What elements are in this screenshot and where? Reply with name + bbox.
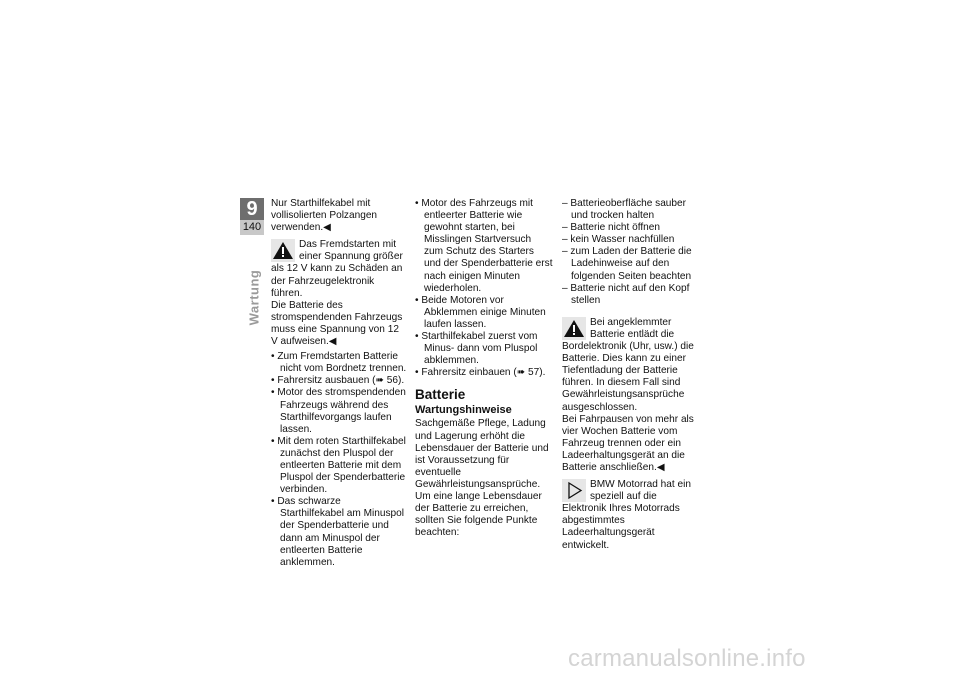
subsection-heading: Wartungshinweise [415, 404, 512, 417]
list-item: • Motor des stromspendenden Fahrzeugs während des Starthilfevorgangs laufen lassen. [271, 387, 406, 435]
warning-text: Bei angeklemmter Batterie entlädt die Bordelektronik (Uhr, usw.) die Batterie. Dies kann zu einer Tiefentladung der Batterie führen. In diesem Fall sind Gewährleistungsansprüche ausgeschlossen. [562, 316, 694, 413]
warning-text: Das Fremdstarten mit einer Spannung größer als 12 V kann zu Schäden an der Fahrzeugelektronik führen. [271, 239, 403, 299]
warning-icon [562, 317, 586, 340]
list-item: • Starthilfekabel zuerst vom Minus- dann vom Pluspol abklemmen. [415, 331, 538, 367]
list-item: – kein Wasser nachfüllen [562, 234, 675, 246]
list-item: – Batterie nicht öffnen [562, 222, 661, 234]
page-number: 140 [240, 220, 264, 235]
list-item: • Fahrersitz ausbauen (➠ 56). [271, 375, 405, 387]
info-note [562, 478, 700, 552]
section-title: Wartung [246, 269, 262, 326]
section-heading: Batterie [415, 387, 466, 403]
column-1 [271, 198, 407, 569]
watermark: carmanualsonline.info [568, 645, 806, 672]
chapter-number: 9 [240, 198, 264, 220]
section-title-vertical [238, 262, 268, 337]
info-play-icon [562, 479, 586, 502]
list-item: • Beide Motoren vor Abklemmen einige Minuten laufen lassen. [415, 294, 546, 330]
list-item: – Batterie nicht auf den Kopf stellen [562, 282, 690, 306]
warning-note [271, 238, 407, 299]
paragraph: Um eine lange Lebensdauer der Batterie zu erreichen, sollten Sie folgende Punkte beachten: [415, 490, 542, 539]
warning-icon [271, 239, 295, 262]
column-2 [415, 198, 553, 539]
chapter-sidebar [240, 198, 266, 235]
list-item: • Motor des Fahrzeugs mit entleerter Batterie wie gewohnt starten, bei Misslingen Startversuch zum Schutz des Starters und der Spenderbatterie erst nach einigen Minuten wiederholen. [415, 198, 553, 294]
info-text: BMW Motorrad hat ein speziell auf die Elektronik Ihres Motorrads abgestimmtes Ladeerhaltungsgerät entwickelt. [562, 479, 691, 551]
paragraph: Nur Starthilfekabel mit vollisolierten Polzangen verwenden.◀ [271, 198, 378, 234]
list-item: – zum Laden der Batterie die Ladehinweise auf den folgenden Seiten beachten [562, 246, 692, 282]
list-item: • Fahrersitz einbauen (➠ 57). [415, 367, 546, 379]
list-item: • Zum Fremdstarten Batterie nicht vom Bordnetz trennen. [271, 351, 407, 375]
paragraph: Die Batterie des stromspendenden Fahrzeugs muss eine Spannung von 12 V aufweisen.◀ [271, 299, 403, 348]
list-item: – Batterieoberfläche sauber und trocken halten [562, 198, 687, 222]
list-item: • Das schwarze Starthilfekabel am Minuspol der Spenderbatterie und dann am Minuspol der entleerten Batterie anklemmen. [271, 496, 404, 568]
paragraph: Bei Fahrpausen von mehr als vier Wochen Batterie vom Fahrzeug trennen oder ein Ladeerhaltungsgerät an die Batterie anschließen.◀ [562, 413, 694, 473]
list-item: • Mit dem roten Starthilfekabel zunächst den Pluspol der entleerten Batterie mit dem Pluspol der Spenderbatterie verbinden. [271, 435, 406, 496]
paragraph: Sachgemäße Pflege, Ladung und Lagerung erhöht die Lebensdauer der Batterie und ist Voraussetzung für eventuelle Gewährleistungsansprüche. [415, 418, 549, 490]
column-3 [562, 198, 700, 552]
warning-note [562, 316, 700, 414]
